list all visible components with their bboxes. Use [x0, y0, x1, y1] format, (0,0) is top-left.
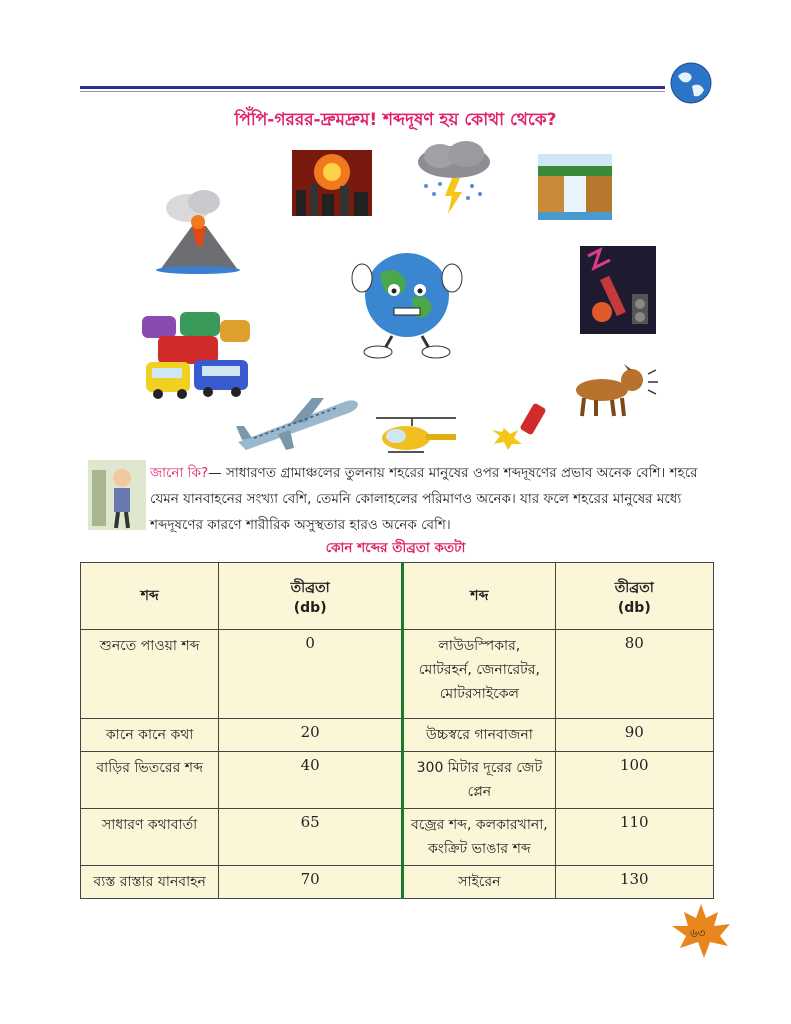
table-title: কোন শব্দের তীব্রতা কতটা: [325, 540, 466, 556]
table-cell: বজ্রের শব্দ, কলকারখানা, কংক্রিট ভাঙার শব্দ: [403, 809, 555, 866]
table-cell: 0: [219, 630, 403, 719]
table-cell: সাধারণ কথাবার্তা: [81, 809, 219, 866]
table-cell: 130: [555, 866, 713, 899]
table-cell: লাউডস্পিকার, মোটরহর্ন, জেনারেটর, মোটরসাইকেল: [403, 630, 555, 719]
header-sound-1: শব্দ: [81, 563, 219, 630]
table-row: [81, 719, 714, 752]
person-covering-ears-image: [88, 460, 146, 530]
table-cell: 20: [219, 719, 403, 752]
table-cell: 65: [219, 809, 403, 866]
barking-dog-image: [566, 364, 664, 418]
table-cell: 80: [555, 630, 713, 719]
firecracker-image: [488, 398, 558, 450]
table-cell: শুনতে পাওয়া শব্দ: [81, 630, 219, 719]
page-title: পিঁপি-গররর-দ্রুমদ্রুম! শব্দদূষণ হয় কোথা থেকে?: [234, 110, 557, 130]
waterfall-image: [538, 154, 612, 220]
globe-icon: [670, 62, 712, 104]
table-header-row: [81, 563, 714, 630]
header-intensity-1: তীব্রতা (db): [219, 563, 403, 630]
storm-cloud-image: [412, 140, 496, 216]
header-rule: [80, 86, 665, 89]
traffic-jam-image: [136, 306, 256, 400]
table-cell: সাইরেন: [403, 866, 555, 899]
table-cell: 90: [555, 719, 713, 752]
table-cell: 100: [555, 752, 713, 809]
volcano-image: [152, 186, 242, 274]
table-row: [81, 630, 714, 719]
helicopter-image: [366, 412, 462, 456]
table-cell: কানে কানে কথা: [81, 719, 219, 752]
table-cell: ব্যস্ত রাস্তার যানবাহন: [81, 866, 219, 899]
header-rule-thin: [80, 91, 665, 92]
table-cell: 110: [555, 809, 713, 866]
table-cell: উচ্চস্বরে গানবাজনা: [403, 719, 555, 752]
sound-intensity-table: [80, 562, 714, 899]
table-cell: 40: [219, 752, 403, 809]
table-row: [81, 866, 714, 899]
stressed-earth-image: [322, 240, 492, 360]
rock-concert-image: [580, 246, 656, 334]
did-you-know-text: — সাধারণত গ্রামাঞ্চলের তুলনায় শহরের মানুষের ওপর শব্দদূষণের প্রভাব অনেক বেশি। শহরে যেমন যানবাহনের সংখ্যা বেশি, তেমনি কোলাহলের পরিমাণও অনেক। যার ফলে শহরের মানুষের মধ্যে শব্দদূষণের কারণে শারীরিক অসুস্থতার হারও অনেক বেশি।: [150, 465, 698, 533]
table-cell: 300 মিটার দূরের জেট প্লেন: [403, 752, 555, 809]
airplane-image: [232, 388, 360, 454]
table-row: [81, 809, 714, 866]
did-you-know-paragraph: [150, 460, 720, 538]
did-you-know-label: জানো কি?: [150, 465, 209, 481]
table-row: [81, 752, 714, 809]
explosion-city-image: [292, 150, 372, 216]
page-number: ৬৩: [690, 926, 706, 940]
table-cell: 70: [219, 866, 403, 899]
table-cell: বাড়ির ভিতরের শব্দ: [81, 752, 219, 809]
header-intensity-2: তীব্রতা (db): [555, 563, 713, 630]
header-sound-2: শব্দ: [403, 563, 555, 630]
